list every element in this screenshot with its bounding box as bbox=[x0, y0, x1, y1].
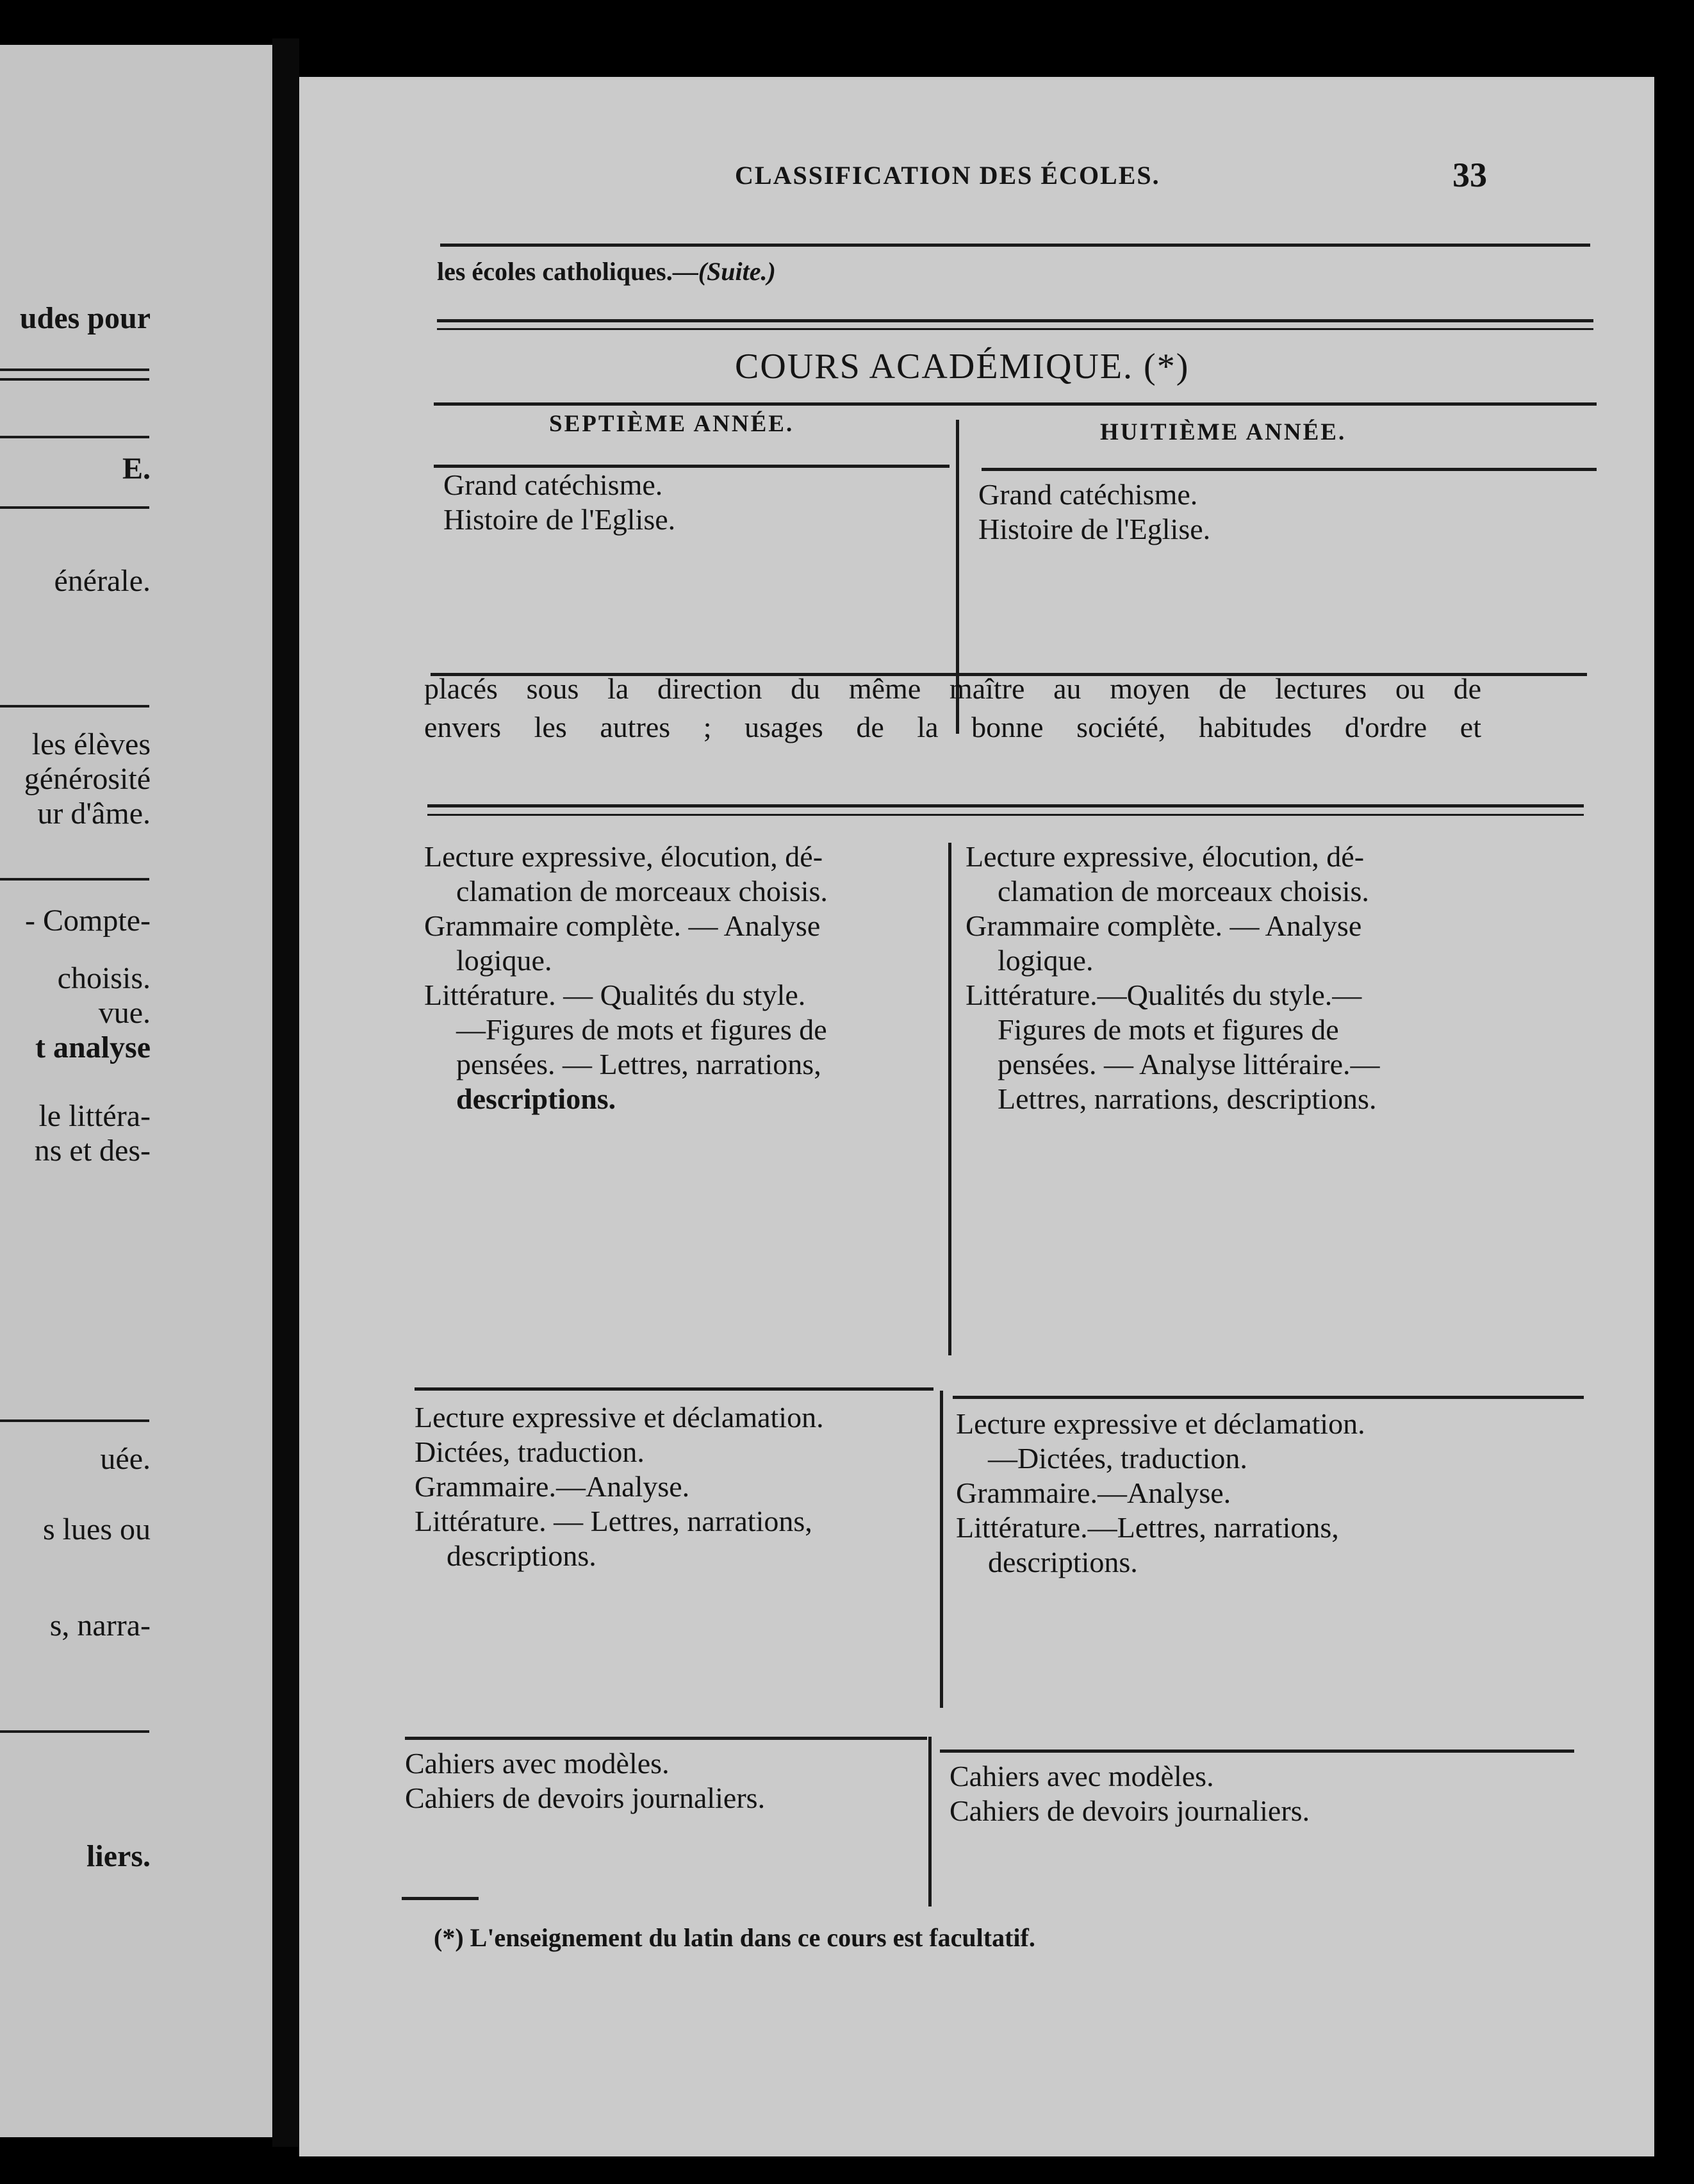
cell-line: Littérature.—Qualités du style.— bbox=[966, 979, 1362, 1011]
cell-line: Grammaire.—Analyse. bbox=[415, 1470, 690, 1503]
cell-line: pensées. — Lettres, narrations, bbox=[456, 1048, 821, 1080]
cell-line: Lecture expressive, élocution, dé- bbox=[424, 840, 823, 873]
left-fragment: énérale. bbox=[54, 564, 151, 598]
footnote-rule bbox=[402, 1897, 479, 1900]
left-rule bbox=[0, 878, 149, 881]
column-divider bbox=[948, 843, 951, 1355]
cell-line: Histoire de l'Eglise. bbox=[978, 513, 1211, 545]
left-rule bbox=[0, 506, 149, 509]
cell-line: descriptions. bbox=[456, 1082, 616, 1115]
cell-line: Cahiers de devoirs journaliers. bbox=[405, 1782, 766, 1814]
left-rule bbox=[0, 378, 149, 381]
row-rule bbox=[405, 1737, 927, 1740]
cell-line: Littérature. — Lettres, narrations, bbox=[415, 1505, 812, 1537]
cell-line: Figures de mots et figures de bbox=[998, 1013, 1339, 1046]
cell-line: —Figures de mots et figures de bbox=[456, 1013, 827, 1046]
running-head: CLASSIFICATION DES ÉCOLES. bbox=[735, 161, 1160, 190]
note-line: placés sous la direction du même maître au moyen de lectures ou de bbox=[424, 672, 1481, 705]
row-4-col-8 bbox=[950, 1759, 1571, 1828]
left-fragment: s lues ou bbox=[43, 1512, 151, 1546]
continuation-suite: (Suite.) bbox=[698, 257, 776, 286]
note-line: envers les autres ; usages de la bonne société, habitudes d'ordre et bbox=[424, 711, 1481, 743]
footnote: (*) L'enseignement du latin dans ce cours est facultatif. bbox=[434, 1923, 1035, 1952]
cell-line: Grand catéchisme. bbox=[978, 478, 1198, 511]
cell-line: Lecture expressive et déclamation. bbox=[956, 1407, 1365, 1440]
cell-line: Cahiers avec modèles. bbox=[405, 1747, 670, 1780]
cell-line: clamation de morceaux choisis. bbox=[456, 875, 828, 907]
row-4-col-7 bbox=[405, 1746, 917, 1816]
cell-line: descriptions. bbox=[447, 1539, 596, 1572]
left-fragment: le littéra- bbox=[38, 1099, 151, 1133]
cell-line: logique. bbox=[998, 944, 1094, 977]
row-rule bbox=[427, 814, 1584, 816]
left-fragment: s, narra- bbox=[49, 1609, 151, 1642]
cell-line: descriptions. bbox=[988, 1546, 1138, 1578]
row-3-col-7 bbox=[415, 1400, 933, 1573]
left-fragment: t analyse bbox=[35, 1030, 151, 1064]
left-fragment: choisis. bbox=[57, 961, 151, 995]
left-fragment: udes pour bbox=[19, 301, 151, 335]
left-fragment: ur d'âme. bbox=[37, 797, 151, 831]
left-fragment: ns et des- bbox=[34, 1134, 151, 1168]
cell-line: —Dictées, traduction. bbox=[988, 1442, 1247, 1475]
header-rule bbox=[440, 244, 1590, 247]
left-page bbox=[0, 45, 272, 2137]
cell-line: clamation de morceaux choisis. bbox=[998, 875, 1369, 907]
cell-line: Littérature. — Qualités du style. bbox=[424, 979, 806, 1011]
book-spine bbox=[272, 38, 299, 2147]
course-title: COURS ACADÉMIQUE. (*) bbox=[735, 347, 1190, 386]
left-rule bbox=[0, 1730, 149, 1733]
row-rule bbox=[427, 804, 1584, 807]
continuation-title bbox=[437, 256, 776, 286]
column-head-huitieme: HUITIÈME ANNÉE. bbox=[1100, 419, 1347, 445]
row-1-col-8 bbox=[978, 477, 1574, 547]
cell-line: Cahiers de devoirs journaliers. bbox=[950, 1794, 1310, 1827]
row-2-col-7 bbox=[424, 840, 937, 1116]
cell-line: Grand catéchisme. bbox=[443, 468, 663, 501]
row-rule bbox=[940, 1750, 1574, 1753]
column-divider bbox=[928, 1737, 932, 1907]
table-top-rule bbox=[437, 319, 1593, 322]
table-top-rule bbox=[437, 328, 1593, 330]
cell-line: pensées. — Analyse littéraire.— bbox=[998, 1048, 1380, 1080]
row-2-col-8 bbox=[966, 840, 1574, 1116]
left-fragment: les élèves bbox=[31, 727, 151, 761]
cell-line: Grammaire complète. — Analyse bbox=[424, 909, 821, 942]
row-3-col-8 bbox=[956, 1407, 1577, 1580]
cell-line: Littérature.—Lettres, narrations, bbox=[956, 1511, 1339, 1544]
left-rule bbox=[0, 705, 149, 707]
left-fragment: générosité bbox=[24, 762, 151, 796]
row-rule bbox=[415, 1387, 933, 1391]
row-1-col-7 bbox=[443, 468, 937, 537]
column-head-rule bbox=[434, 402, 1597, 406]
continuation-text: les écoles catholiques.— bbox=[437, 257, 698, 286]
column-divider bbox=[940, 1391, 943, 1708]
column-head-septieme: SEPTIÈME ANNÉE. bbox=[549, 411, 794, 437]
row-rule bbox=[982, 468, 1597, 471]
page bbox=[299, 77, 1654, 2156]
left-rule bbox=[0, 1419, 149, 1422]
row-rule bbox=[953, 1396, 1584, 1399]
cell-line: Grammaire complète. — Analyse bbox=[966, 909, 1362, 942]
cell-line: Lecture expressive, élocution, dé- bbox=[966, 840, 1365, 873]
cell-line: Dictées, traduction. bbox=[415, 1435, 645, 1468]
cell-line: Histoire de l'Eglise. bbox=[443, 503, 676, 536]
left-fragment: liers. bbox=[86, 1839, 151, 1873]
left-fragment: uée. bbox=[100, 1442, 151, 1476]
cell-line: Lecture expressive et déclamation. bbox=[415, 1401, 824, 1434]
left-rule bbox=[0, 436, 149, 438]
left-fragment: E. bbox=[122, 452, 151, 486]
cell-line: logique. bbox=[456, 944, 552, 977]
cell-line: Lettres, narrations, descriptions. bbox=[998, 1082, 1377, 1115]
left-rule bbox=[0, 368, 149, 371]
cell-line: Grammaire.—Analyse. bbox=[956, 1477, 1231, 1509]
cell-line: Cahiers avec modèles. bbox=[950, 1760, 1214, 1792]
left-fragment: - Compte- bbox=[25, 904, 151, 938]
note-text bbox=[424, 670, 1481, 747]
page-number: 33 bbox=[1452, 156, 1487, 194]
left-fragment: vue. bbox=[98, 996, 151, 1030]
